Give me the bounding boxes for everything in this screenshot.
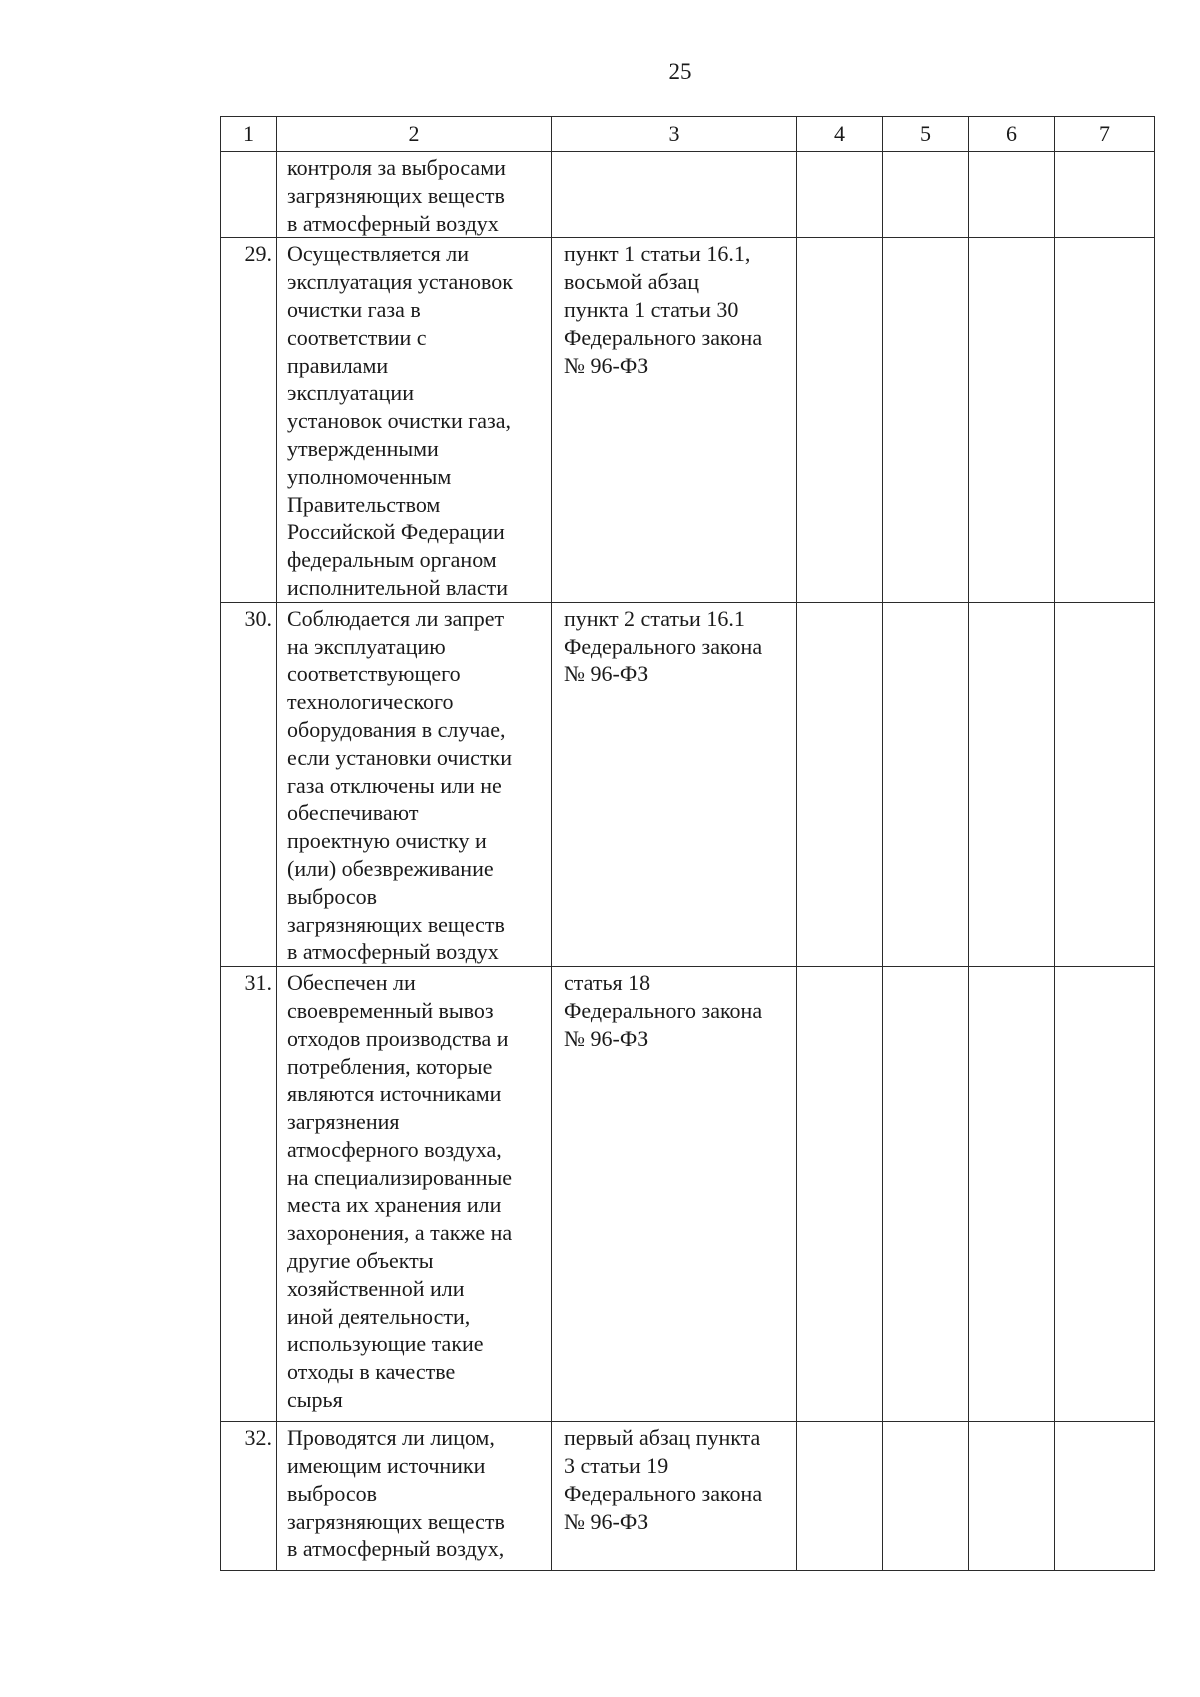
question-line: загрязняющих веществ xyxy=(287,1508,505,1534)
table-row xyxy=(221,967,1155,1422)
empty-cell-col7 xyxy=(1055,1422,1155,1571)
question-line: обеспечивают xyxy=(287,800,419,826)
row-number: 31. xyxy=(221,967,277,1422)
row-number xyxy=(221,152,277,238)
question-line: загрязнения xyxy=(287,1109,400,1135)
empty-cell-col6 xyxy=(969,967,1055,1422)
reference-line: Федерального закона xyxy=(564,633,763,659)
legal-reference-cell xyxy=(552,238,797,602)
question-line: сырья xyxy=(287,1387,343,1413)
reference-line: пункт 1 статьи 16.1, xyxy=(564,241,751,267)
question-line: Российской Федерации xyxy=(287,519,505,545)
question-cell xyxy=(277,967,552,1422)
empty-cell-col6 xyxy=(969,1422,1055,1571)
reference-line: Федерального закона xyxy=(564,1480,763,1506)
question-line: хозяйственной или xyxy=(287,1275,465,1301)
question-line: Осуществляется ли xyxy=(287,241,469,267)
empty-cell-col6 xyxy=(969,238,1055,602)
empty-cell-col6 xyxy=(969,152,1055,238)
question-line: атмосферного воздуха, xyxy=(287,1136,502,1162)
question-line: утвержденными xyxy=(287,435,439,461)
question-line: федеральным органом xyxy=(287,547,497,573)
question-cell xyxy=(277,1422,552,1571)
empty-cell-col5 xyxy=(883,1422,969,1571)
question-line: иной деятельности, xyxy=(287,1303,471,1329)
question-line: на эксплуатацию xyxy=(287,633,446,659)
row-number: 29. xyxy=(221,238,277,602)
question-line: установок очистки газа, xyxy=(287,408,511,434)
reference-line: пункта 1 статьи 30 xyxy=(564,296,739,322)
reference-line: № 96-ФЗ xyxy=(564,661,649,687)
table-row xyxy=(221,602,1155,966)
empty-cell-col7 xyxy=(1055,238,1155,602)
legal-reference-cell xyxy=(552,152,797,238)
reference-line: статья 18 xyxy=(564,970,651,996)
header-cell-5: 5 xyxy=(883,117,969,152)
header-cell-2: 2 xyxy=(277,117,552,152)
question-line: на специализированные xyxy=(287,1164,513,1190)
question-line: газа отключены или не xyxy=(287,772,502,798)
empty-cell-col4 xyxy=(797,967,883,1422)
question-line: технологического xyxy=(287,689,454,715)
question-line: (или) обезвреживание xyxy=(287,855,494,881)
question-line: в атмосферный воздух xyxy=(287,939,499,965)
question-line: захоронения, а также на xyxy=(287,1220,513,1246)
empty-cell-col7 xyxy=(1055,967,1155,1422)
question-line: Правительством xyxy=(287,491,441,517)
question-line: соответствующего xyxy=(287,661,461,687)
empty-cell-col7 xyxy=(1055,602,1155,966)
question-line: загрязняющих веществ xyxy=(287,911,505,937)
question-line: загрязняющих веществ xyxy=(287,182,505,208)
legal-reference-cell xyxy=(552,602,797,966)
legal-reference-cell xyxy=(552,1422,797,1571)
reference-line: Федерального закона xyxy=(564,997,763,1023)
question-line: контроля за выбросами xyxy=(287,155,506,180)
question-line: Соблюдается ли запрет xyxy=(287,605,505,631)
row-number: 32. xyxy=(221,1422,277,1571)
question-line: другие объекты xyxy=(287,1248,434,1274)
table-row xyxy=(221,1422,1155,1571)
empty-cell-col4 xyxy=(797,602,883,966)
empty-cell-col6 xyxy=(969,602,1055,966)
question-line: в атмосферный воздух, xyxy=(287,1536,505,1562)
question-line: проектную очистку и xyxy=(287,828,487,854)
question-line: являются источниками xyxy=(287,1081,502,1107)
question-line: очистки газа в xyxy=(287,296,421,322)
question-line: отходы в качестве xyxy=(287,1359,456,1385)
table-body xyxy=(221,152,1155,1571)
question-line: уполномоченным xyxy=(287,463,452,489)
empty-cell-col5 xyxy=(883,152,969,238)
header-row xyxy=(221,117,1155,152)
reference-line: Федерального закона xyxy=(564,324,763,350)
question-line: использующие такие xyxy=(287,1331,484,1357)
checklist-table xyxy=(220,116,1155,1571)
reference-line: № 96-ФЗ xyxy=(564,352,649,378)
question-line: своевременный вывоз xyxy=(287,997,494,1023)
empty-cell-col4 xyxy=(797,238,883,602)
header-cell-6: 6 xyxy=(969,117,1055,152)
question-line: оборудования в случае, xyxy=(287,716,506,742)
table-row xyxy=(221,152,1155,238)
row-number: 30. xyxy=(221,602,277,966)
question-line: эксплуатация установок xyxy=(287,269,513,295)
reference-line: 3 статьи 19 xyxy=(564,1452,669,1478)
empty-cell-col4 xyxy=(797,1422,883,1571)
question-line: соответствии с xyxy=(287,324,427,350)
legal-reference-cell xyxy=(552,967,797,1422)
reference-line: № 96-ФЗ xyxy=(564,1508,649,1534)
question-cell xyxy=(277,238,552,602)
table-row xyxy=(221,238,1155,602)
question-cell xyxy=(277,602,552,966)
question-line: Обеспечен ли xyxy=(287,970,416,996)
empty-cell-col5 xyxy=(883,602,969,966)
question-line: выбросов xyxy=(287,883,378,909)
question-line: потребления, которые xyxy=(287,1053,493,1079)
question-line: правилами xyxy=(287,352,389,378)
header-cell-1: 1 xyxy=(221,117,277,152)
empty-cell-col5 xyxy=(883,238,969,602)
question-line: имеющим источники xyxy=(287,1452,486,1478)
question-line: эксплуатации xyxy=(287,380,414,406)
question-line: выбросов xyxy=(287,1480,378,1506)
header-cell-3: 3 xyxy=(552,117,797,152)
header-cell-4: 4 xyxy=(797,117,883,152)
empty-cell-col7 xyxy=(1055,152,1155,238)
reference-line: первый абзац пункта xyxy=(564,1425,761,1451)
question-line: отходов производства и xyxy=(287,1025,509,1051)
question-line: в атмосферный воздух xyxy=(287,210,499,236)
page-number: 25 xyxy=(668,59,692,84)
question-line: места их хранения или xyxy=(287,1192,502,1218)
reference-line: восьмой абзац xyxy=(564,269,699,295)
question-cell xyxy=(277,152,552,238)
question-line: исполнительной власти xyxy=(287,574,508,600)
question-line: Проводятся ли лицом, xyxy=(287,1425,495,1451)
empty-cell-col5 xyxy=(883,967,969,1422)
header-cell-7: 7 xyxy=(1055,117,1155,152)
empty-cell-col4 xyxy=(797,152,883,238)
question-line: если установки очистки xyxy=(287,744,512,770)
reference-line: № 96-ФЗ xyxy=(564,1025,649,1051)
reference-line: пункт 2 статьи 16.1 xyxy=(564,605,745,631)
